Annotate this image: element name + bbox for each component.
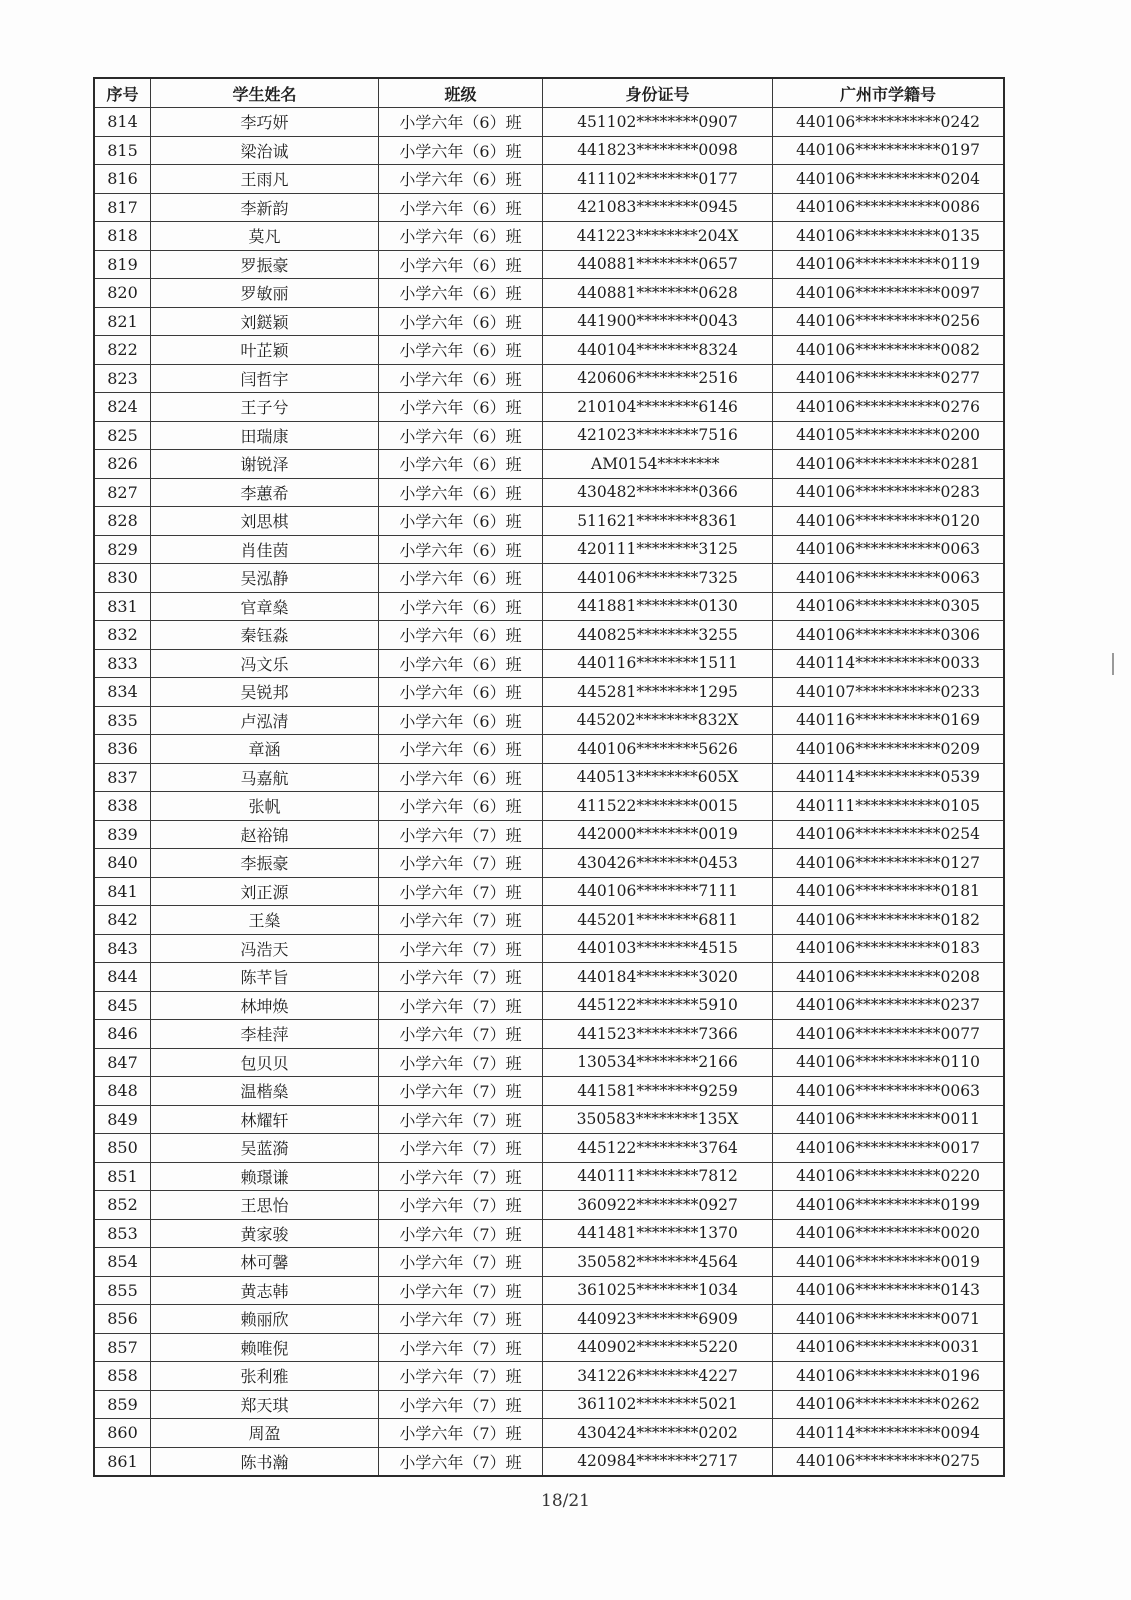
cell-student-name: 林坤焕 (151, 991, 379, 1020)
cell-seq: 853 (94, 1219, 151, 1248)
cell-class: 小学六年（6）班 (379, 364, 543, 393)
cell-class: 小学六年（7）班 (379, 1134, 543, 1163)
cell-student-name: 赖丽欣 (151, 1305, 379, 1334)
table-row (94, 193, 1004, 222)
cell-id-number: 361102********5021 (543, 1390, 773, 1419)
cell-seq: 833 (94, 649, 151, 678)
cell-id-number: 440106********7325 (543, 564, 773, 593)
cell-seq: 844 (94, 963, 151, 992)
cell-class: 小学六年（7）班 (379, 849, 543, 878)
cell-student-name: 李蕙希 (151, 478, 379, 507)
cell-registry-number: 440114***********0033 (773, 649, 1005, 678)
table-row (94, 364, 1004, 393)
table-row (94, 1447, 1004, 1476)
cell-id-number: 440106********5626 (543, 735, 773, 764)
cell-class: 小学六年（7）班 (379, 1048, 543, 1077)
cell-registry-number: 440106***********0019 (773, 1248, 1005, 1277)
cell-student-name: 温楷燊 (151, 1077, 379, 1106)
cell-id-number: 421023********7516 (543, 421, 773, 450)
cell-class: 小学六年（7）班 (379, 1077, 543, 1106)
cell-seq: 861 (94, 1447, 151, 1476)
table-row (94, 1162, 1004, 1191)
cell-id-number: 451102********0907 (543, 108, 773, 137)
cell-registry-number: 440106***********0127 (773, 849, 1005, 878)
cell-seq: 814 (94, 108, 151, 137)
cell-registry-number: 440106***********0197 (773, 136, 1005, 165)
cell-class: 小学六年（6）班 (379, 706, 543, 735)
cell-student-name: 谢锐泽 (151, 450, 379, 479)
cell-student-name: 包贝贝 (151, 1048, 379, 1077)
cell-registry-number: 440114***********0539 (773, 763, 1005, 792)
cell-seq: 823 (94, 364, 151, 393)
table-row (94, 250, 1004, 279)
cell-id-number: 440923********6909 (543, 1305, 773, 1334)
cell-registry-number: 440106***********0097 (773, 279, 1005, 308)
cell-class: 小学六年（7）班 (379, 1276, 543, 1305)
table-row (94, 136, 1004, 165)
cell-class: 小学六年（6）班 (379, 108, 543, 137)
cell-class: 小学六年（6）班 (379, 735, 543, 764)
table-row (94, 535, 1004, 564)
cell-id-number: 441223********204X (543, 222, 773, 251)
cell-student-name: 马嘉航 (151, 763, 379, 792)
cell-registry-number: 440106***********0063 (773, 564, 1005, 593)
cell-student-name: 李桂萍 (151, 1020, 379, 1049)
cell-student-name: 周盈 (151, 1419, 379, 1448)
cell-registry-number: 440106***********0031 (773, 1333, 1005, 1362)
cell-class: 小学六年（6）班 (379, 193, 543, 222)
cell-id-number: 440881********0628 (543, 279, 773, 308)
cell-id-number: 440825********3255 (543, 621, 773, 650)
table-row (94, 393, 1004, 422)
cell-seq: 817 (94, 193, 151, 222)
cell-student-name: 闫哲宇 (151, 364, 379, 393)
cell-class: 小学六年（6）班 (379, 136, 543, 165)
cell-student-name: 陈书瀚 (151, 1447, 379, 1476)
cell-id-number: 441823********0098 (543, 136, 773, 165)
cell-class: 小学六年（6）班 (379, 649, 543, 678)
cell-student-name: 黄志韩 (151, 1276, 379, 1305)
cell-class: 小学六年（7）班 (379, 1020, 543, 1049)
cell-class: 小学六年（7）班 (379, 877, 543, 906)
table-body (94, 108, 1004, 1477)
header-id-number: 身份证号 (543, 78, 773, 108)
cell-registry-number: 440106***********0242 (773, 108, 1005, 137)
cell-seq: 828 (94, 507, 151, 536)
cell-registry-number: 440106***********0110 (773, 1048, 1005, 1077)
cell-class: 小学六年（7）班 (379, 906, 543, 935)
cell-registry-number: 440106***********0082 (773, 336, 1005, 365)
cell-student-name: 黄家骏 (151, 1219, 379, 1248)
cell-registry-number: 440106***********0281 (773, 450, 1005, 479)
cell-id-number: 440103********4515 (543, 934, 773, 963)
cell-registry-number: 440106***********0017 (773, 1134, 1005, 1163)
table-row (94, 564, 1004, 593)
cell-id-number: 420111********3125 (543, 535, 773, 564)
cell-registry-number: 440106***********0196 (773, 1362, 1005, 1391)
cell-seq: 854 (94, 1248, 151, 1277)
cell-registry-number: 440106***********0086 (773, 193, 1005, 222)
cell-seq: 846 (94, 1020, 151, 1049)
cell-seq: 835 (94, 706, 151, 735)
cell-seq: 859 (94, 1390, 151, 1419)
cell-seq: 848 (94, 1077, 151, 1106)
cell-class: 小学六年（7）班 (379, 1362, 543, 1391)
cell-student-name: 王子兮 (151, 393, 379, 422)
cell-id-number: 441481********1370 (543, 1219, 773, 1248)
cell-seq: 845 (94, 991, 151, 1020)
table-row (94, 421, 1004, 450)
cell-student-name: 章涵 (151, 735, 379, 764)
cell-class: 小学六年（6）班 (379, 307, 543, 336)
cell-class: 小学六年（6）班 (379, 535, 543, 564)
cell-student-name: 吴泓静 (151, 564, 379, 593)
cell-id-number: 445201********6811 (543, 906, 773, 935)
cell-registry-number: 440106***********0237 (773, 991, 1005, 1020)
cell-class: 小学六年（6）班 (379, 336, 543, 365)
cell-class: 小学六年（6）班 (379, 279, 543, 308)
cell-class: 小学六年（7）班 (379, 1333, 543, 1362)
cell-registry-number: 440114***********0094 (773, 1419, 1005, 1448)
cell-class: 小学六年（6）班 (379, 222, 543, 251)
cell-registry-number: 440106***********0020 (773, 1219, 1005, 1248)
cell-seq: 827 (94, 478, 151, 507)
cell-seq: 857 (94, 1333, 151, 1362)
cell-id-number: 350583********135X (543, 1105, 773, 1134)
cell-seq: 831 (94, 592, 151, 621)
table-row (94, 1077, 1004, 1106)
cell-registry-number: 440106***********0063 (773, 1077, 1005, 1106)
cell-registry-number: 440106***********0183 (773, 934, 1005, 963)
cell-student-name: 罗振豪 (151, 250, 379, 279)
cell-registry-number: 440106***********0135 (773, 222, 1005, 251)
cell-registry-number: 440106***********0275 (773, 1447, 1005, 1476)
cell-id-number: 442000********0019 (543, 820, 773, 849)
cell-seq: 847 (94, 1048, 151, 1077)
table-row (94, 1333, 1004, 1362)
cell-seq: 838 (94, 792, 151, 821)
cell-registry-number: 440106***********0120 (773, 507, 1005, 536)
cell-seq: 824 (94, 393, 151, 422)
cell-id-number: 441523********7366 (543, 1020, 773, 1049)
cell-class: 小学六年（6）班 (379, 507, 543, 536)
cell-class: 小学六年（6）班 (379, 792, 543, 821)
cell-registry-number: 440106***********0077 (773, 1020, 1005, 1049)
table-row (94, 649, 1004, 678)
cell-student-name: 卢泓清 (151, 706, 379, 735)
table-row (94, 792, 1004, 821)
table-row (94, 279, 1004, 308)
cell-id-number: 430424********0202 (543, 1419, 773, 1448)
cell-student-name: 赵裕锦 (151, 820, 379, 849)
cell-student-name: 冯文乐 (151, 649, 379, 678)
table-row (94, 849, 1004, 878)
cell-registry-number: 440106***********0283 (773, 478, 1005, 507)
cell-registry-number: 440106***********0256 (773, 307, 1005, 336)
cell-class: 小学六年（6）班 (379, 250, 543, 279)
cell-seq: 840 (94, 849, 151, 878)
cell-id-number: 130534********2166 (543, 1048, 773, 1077)
cell-seq: 843 (94, 934, 151, 963)
cell-class: 小学六年（6）班 (379, 393, 543, 422)
cell-student-name: 肖佳茵 (151, 535, 379, 564)
cell-seq: 852 (94, 1191, 151, 1220)
cell-id-number: 440902********5220 (543, 1333, 773, 1362)
cell-registry-number: 440116***********0169 (773, 706, 1005, 735)
table-row (94, 763, 1004, 792)
cell-class: 小学六年（7）班 (379, 820, 543, 849)
table-row (94, 450, 1004, 479)
table-row (94, 592, 1004, 621)
cell-id-number: 440184********3020 (543, 963, 773, 992)
cell-student-name: 莫凡 (151, 222, 379, 251)
table-row (94, 1248, 1004, 1277)
table-row (94, 1134, 1004, 1163)
header-student-name: 学生姓名 (151, 78, 379, 108)
cell-registry-number: 440106***********0181 (773, 877, 1005, 906)
cell-class: 小学六年（7）班 (379, 1447, 543, 1476)
cell-student-name: 刘正源 (151, 877, 379, 906)
cell-student-name: 林耀轩 (151, 1105, 379, 1134)
cell-id-number: 441581********9259 (543, 1077, 773, 1106)
cell-class: 小学六年（7）班 (379, 991, 543, 1020)
cell-id-number: 440881********0657 (543, 250, 773, 279)
header-class: 班级 (379, 78, 543, 108)
cell-id-number: 360922********0927 (543, 1191, 773, 1220)
cell-registry-number: 440106***********0071 (773, 1305, 1005, 1334)
cell-class: 小学六年（6）班 (379, 678, 543, 707)
cell-student-name: 吴锐邦 (151, 678, 379, 707)
cell-registry-number: 440106***********0182 (773, 906, 1005, 935)
cell-id-number: 361025********1034 (543, 1276, 773, 1305)
cell-seq: 822 (94, 336, 151, 365)
cell-class: 小学六年（6）班 (379, 621, 543, 650)
cell-seq: 850 (94, 1134, 151, 1163)
cell-seq: 841 (94, 877, 151, 906)
table-row (94, 222, 1004, 251)
cell-seq: 839 (94, 820, 151, 849)
cell-seq: 832 (94, 621, 151, 650)
cell-id-number: 210104********6146 (543, 393, 773, 422)
cell-id-number: 430482********0366 (543, 478, 773, 507)
cell-class: 小学六年（7）班 (379, 1305, 543, 1334)
cell-id-number: 440104********8324 (543, 336, 773, 365)
cell-seq: 816 (94, 165, 151, 194)
cell-student-name: 张利雅 (151, 1362, 379, 1391)
cell-seq: 834 (94, 678, 151, 707)
cell-registry-number: 440106***********0204 (773, 165, 1005, 194)
header-row (94, 78, 1004, 108)
table-row (94, 165, 1004, 194)
cell-student-name: 赖璟谦 (151, 1162, 379, 1191)
cell-seq: 856 (94, 1305, 151, 1334)
table-row (94, 1105, 1004, 1134)
cell-id-number: 445202********832X (543, 706, 773, 735)
cell-student-name: 陈芊旨 (151, 963, 379, 992)
table-row (94, 1191, 1004, 1220)
cell-student-name: 王思怡 (151, 1191, 379, 1220)
table-row (94, 820, 1004, 849)
cell-registry-number: 440111***********0105 (773, 792, 1005, 821)
cell-student-name: 李巧妍 (151, 108, 379, 137)
cell-class: 小学六年（7）班 (379, 1191, 543, 1220)
cell-seq: 830 (94, 564, 151, 593)
cell-student-name: 王燊 (151, 906, 379, 935)
cell-class: 小学六年（7）班 (379, 1105, 543, 1134)
cell-registry-number: 440107***********0233 (773, 678, 1005, 707)
cell-student-name: 梁治诚 (151, 136, 379, 165)
cell-registry-number: 440106***********0276 (773, 393, 1005, 422)
cell-class: 小学六年（7）班 (379, 1162, 543, 1191)
cell-student-name: 田瑞康 (151, 421, 379, 450)
cell-id-number: 440513********605X (543, 763, 773, 792)
table-row (94, 706, 1004, 735)
student-roster-table (93, 77, 1005, 1477)
cell-class: 小学六年（6）班 (379, 421, 543, 450)
table-row (94, 877, 1004, 906)
cell-id-number: AM0154******** (543, 450, 773, 479)
cell-class: 小学六年（6）班 (379, 592, 543, 621)
cell-student-name: 林可馨 (151, 1248, 379, 1277)
cell-seq: 851 (94, 1162, 151, 1191)
table-row (94, 678, 1004, 707)
cell-registry-number: 440106***********0199 (773, 1191, 1005, 1220)
cell-registry-number: 440106***********0305 (773, 592, 1005, 621)
table-row (94, 735, 1004, 764)
table-row (94, 307, 1004, 336)
table-row (94, 1419, 1004, 1448)
page-number: 18/21 (541, 1491, 590, 1511)
cell-registry-number: 440106***********0277 (773, 364, 1005, 393)
cell-seq: 826 (94, 450, 151, 479)
table-row (94, 991, 1004, 1020)
cell-registry-number: 440106***********0306 (773, 621, 1005, 650)
cell-id-number: 430426********0453 (543, 849, 773, 878)
cell-id-number: 341226********4227 (543, 1362, 773, 1391)
cell-class: 小学六年（7）班 (379, 1248, 543, 1277)
cell-id-number: 511621********8361 (543, 507, 773, 536)
cell-seq: 815 (94, 136, 151, 165)
cell-id-number: 441881********0130 (543, 592, 773, 621)
cell-seq: 819 (94, 250, 151, 279)
cell-student-name: 罗敏丽 (151, 279, 379, 308)
cell-class: 小学六年（7）班 (379, 1219, 543, 1248)
table-row (94, 507, 1004, 536)
cell-id-number: 440116********1511 (543, 649, 773, 678)
cell-id-number: 420984********2717 (543, 1447, 773, 1476)
table-row (94, 1020, 1004, 1049)
table-row (94, 621, 1004, 650)
cell-registry-number: 440106***********0209 (773, 735, 1005, 764)
cell-student-name: 赖唯倪 (151, 1333, 379, 1362)
cell-class: 小学六年（6）班 (379, 165, 543, 194)
table-row (94, 108, 1004, 137)
cell-seq: 818 (94, 222, 151, 251)
cell-student-name: 李振豪 (151, 849, 379, 878)
cell-student-name: 刘思棋 (151, 507, 379, 536)
cell-student-name: 郑天琪 (151, 1390, 379, 1419)
cell-seq: 849 (94, 1105, 151, 1134)
table-row (94, 1362, 1004, 1391)
cell-class: 小学六年（7）班 (379, 934, 543, 963)
cell-registry-number: 440106***********0119 (773, 250, 1005, 279)
cell-seq: 820 (94, 279, 151, 308)
cell-registry-number: 440106***********0220 (773, 1162, 1005, 1191)
table-row (94, 906, 1004, 935)
cell-class: 小学六年（7）班 (379, 963, 543, 992)
cell-seq: 860 (94, 1419, 151, 1448)
cell-id-number: 440111********7812 (543, 1162, 773, 1191)
cell-class: 小学六年（7）班 (379, 1390, 543, 1419)
cell-id-number: 420606********2516 (543, 364, 773, 393)
table-row (94, 1276, 1004, 1305)
cell-class: 小学六年（6）班 (379, 564, 543, 593)
header-seq: 序号 (94, 78, 151, 108)
cell-registry-number: 440106***********0262 (773, 1390, 1005, 1419)
cell-registry-number: 440106***********0254 (773, 820, 1005, 849)
table-row (94, 336, 1004, 365)
cell-id-number: 445122********5910 (543, 991, 773, 1020)
cell-student-name: 王雨凡 (151, 165, 379, 194)
cell-registry-number: 440106***********0143 (773, 1276, 1005, 1305)
cell-seq: 836 (94, 735, 151, 764)
table-row (94, 934, 1004, 963)
cell-id-number: 440106********7111 (543, 877, 773, 906)
cell-registry-number: 440106***********0011 (773, 1105, 1005, 1134)
cell-student-name: 冯浩天 (151, 934, 379, 963)
cell-student-name: 官章燊 (151, 592, 379, 621)
cell-id-number: 411102********0177 (543, 165, 773, 194)
cell-id-number: 445122********3764 (543, 1134, 773, 1163)
cell-seq: 855 (94, 1276, 151, 1305)
cell-seq: 829 (94, 535, 151, 564)
cell-class: 小学六年（6）班 (379, 450, 543, 479)
cell-seq: 825 (94, 421, 151, 450)
cell-student-name: 张帆 (151, 792, 379, 821)
cell-registry-number: 440105***********0200 (773, 421, 1005, 450)
cell-student-name: 秦钰淼 (151, 621, 379, 650)
cell-seq: 842 (94, 906, 151, 935)
cell-id-number: 411522********0015 (543, 792, 773, 821)
table-row (94, 1390, 1004, 1419)
cell-id-number: 441900********0043 (543, 307, 773, 336)
cell-id-number: 445281********1295 (543, 678, 773, 707)
cell-class: 小学六年（7）班 (379, 1419, 543, 1448)
table-row (94, 1048, 1004, 1077)
table-row (94, 963, 1004, 992)
scan-edge-mark (1112, 653, 1114, 675)
table-header (94, 78, 1004, 108)
cell-student-name: 李新韵 (151, 193, 379, 222)
cell-seq: 821 (94, 307, 151, 336)
cell-student-name: 吴蓝漪 (151, 1134, 379, 1163)
cell-class: 小学六年（6）班 (379, 478, 543, 507)
cell-id-number: 350582********4564 (543, 1248, 773, 1277)
table-row (94, 478, 1004, 507)
cell-id-number: 421083********0945 (543, 193, 773, 222)
cell-registry-number: 440106***********0208 (773, 963, 1005, 992)
table-row (94, 1219, 1004, 1248)
cell-seq: 837 (94, 763, 151, 792)
cell-student-name: 刘鎹颖 (151, 307, 379, 336)
cell-class: 小学六年（6）班 (379, 763, 543, 792)
table-row (94, 1305, 1004, 1334)
cell-registry-number: 440106***********0063 (773, 535, 1005, 564)
header-student-registry-number: 广州市学籍号 (773, 78, 1005, 108)
cell-student-name: 叶芷颖 (151, 336, 379, 365)
cell-seq: 858 (94, 1362, 151, 1391)
